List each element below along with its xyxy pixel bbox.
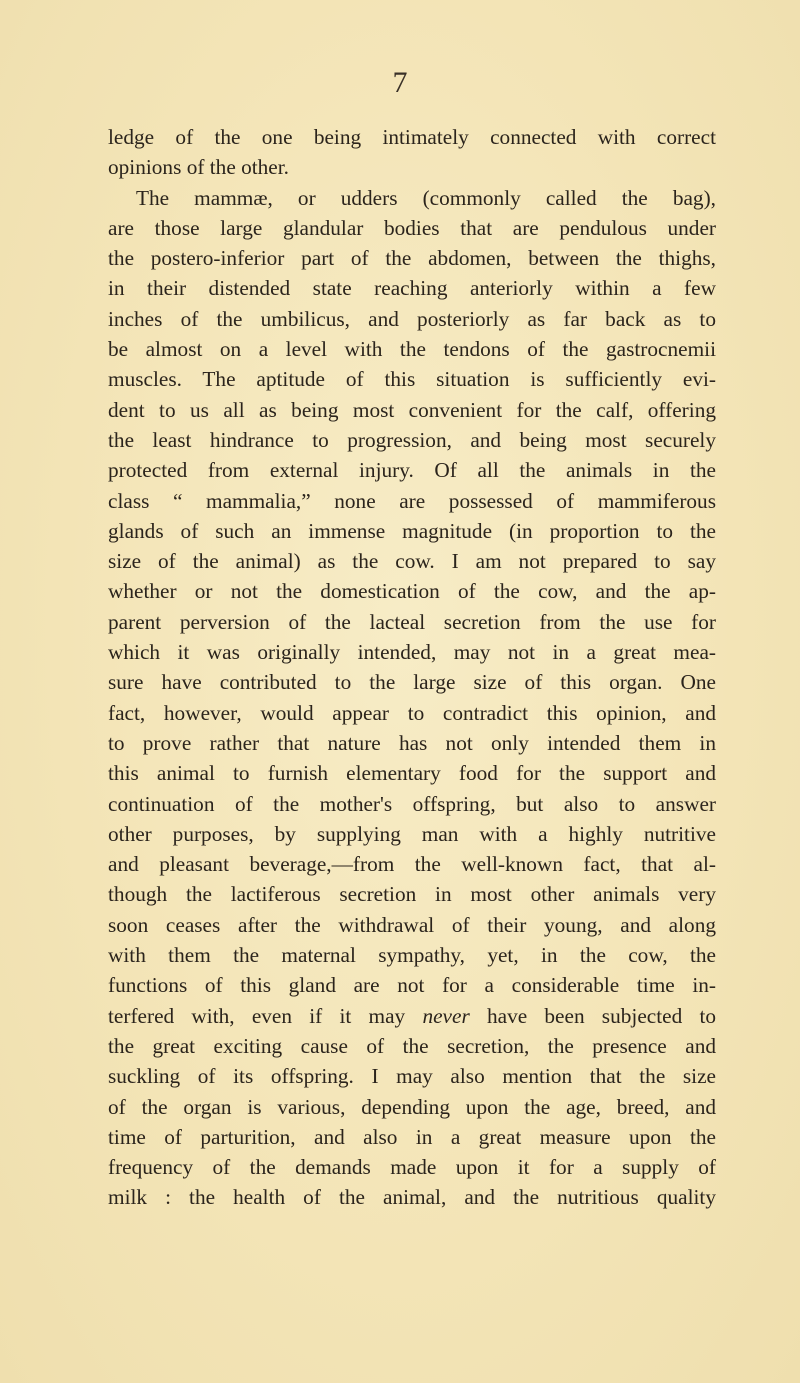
text-line: functions of this gland are not for a considerable time in- — [108, 973, 716, 998]
text-line: of the organ is various, depending upon the age, breed, and — [108, 1094, 716, 1119]
text-line: milk : the health of the animal, and the nutritious quality — [108, 1185, 716, 1210]
text-line: frequency of the demands made upon it for a supply of — [108, 1155, 716, 1180]
text-line: other purposes, by supplying man with a highly nutritive — [108, 821, 716, 846]
text-line: this animal to furnish elementary food for the support and — [108, 761, 716, 786]
text-line: which it was originally intended, may not in a great mea- — [108, 640, 716, 665]
text-line: suckling of its offspring. I may also mention that the size — [108, 1064, 716, 1089]
text-line: be almost on a level with the tendons of the gastrocnemii — [108, 337, 716, 362]
text-line: in their distended state reaching anteriorly within a few — [108, 276, 716, 301]
text-line: dent to us all as being most convenient for the calf, offering — [108, 397, 716, 422]
text-line: fact, however, would appear to contradict this opinion, and — [108, 700, 716, 725]
text-line: muscles. The aptitude of this situation is sufficiently evi- — [108, 367, 716, 392]
text-line-with-emphasis — [108, 1001, 716, 1031]
text-line: the great exciting cause of the secretion, the presence and — [108, 1033, 716, 1058]
text-line: and pleasant beverage,—from the well-known fact, that al- — [108, 852, 716, 877]
text-line: whether or not the domestication of the cow, and the ap- — [108, 579, 716, 604]
page-number: 7 — [392, 66, 408, 99]
text-line: with them the maternal sympathy, yet, in the cow, the — [108, 943, 716, 968]
text-line: the postero-inferior part of the abdomen, between the thighs, — [108, 246, 716, 271]
text-line: sure have contributed to the large size of this organ. One — [108, 670, 716, 695]
text-line: class “ mammalia,” none are possessed of mammiferous — [108, 488, 716, 513]
text-segment: terfered with, even if it may — [108, 1003, 406, 1028]
body-text — [108, 122, 716, 1213]
text-segment: have been subjected to — [486, 1003, 717, 1028]
text-line: size of the animal) as the cow. I am not prepared to say — [108, 549, 716, 574]
text-line: though the lactiferous secretion in most other animals very — [108, 882, 716, 907]
text-line: are those large glandular bodies that are pendulous under — [108, 215, 716, 240]
text-line: glands of such an immense magnitude (in proportion to the — [108, 518, 716, 543]
text-line: protected from external injury. Of all the animals in the — [108, 458, 716, 483]
text-line: time of parturition, and also in a great measure upon the — [108, 1124, 716, 1149]
emphasis-word: never — [422, 1003, 470, 1028]
text-line: to prove rather that nature has not only intended them in — [108, 730, 716, 755]
text-line: continuation of the mother's offspring, but also to answer — [108, 791, 716, 816]
text-line: opinions of the other. — [108, 155, 290, 180]
text-line: soon ceases after the withdrawal of their young, and along — [108, 912, 716, 937]
text-line: the least hindrance to progression, and being most securely — [108, 427, 716, 452]
text-line: inches of the umbilicus, and posteriorly as far back as to — [108, 306, 716, 331]
text-line: parent perversion of the lacteal secretion from the use for — [108, 609, 716, 634]
text-line: ledge of the one being intimately connected with correct — [108, 125, 716, 149]
text-line: The mammæ, or udders (commonly called the bag), — [136, 185, 716, 210]
